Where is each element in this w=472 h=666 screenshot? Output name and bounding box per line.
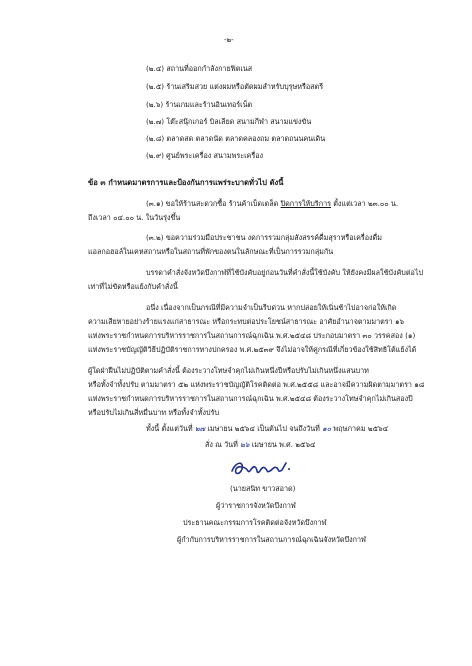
effective-text-a: ทั้งนี้ ตั้งแต่วันที่ [146,424,193,433]
urgent-line-3: แห่งพระราชกำหนดการบริหารราชการในสถานการณ์ฉุกเฉิน พ.ศ.๒๕๔๘ ประกอบมาตรา ๓๐ วรรคสอง (๑) [88,331,416,340]
clause-3-2-line-1: (๓.๒) ขอความร่วมมือประชาชน งดการรวมกลุ่มสังสรรค์ดื่มสุราหรือเครื่องดื่ม [146,233,382,242]
urgent-line-1: อนึ่ง เนื่องจากเป็นกรณีที่มีความจำเป็นรีบด่วน หากปล่อยให้เนิ่นช้าไปอาจก่อให้เกิด [146,303,397,312]
effective-day-to: ๑๐ [322,424,332,433]
page-number: -๒- [224,36,234,44]
clause-3-2-line-2: แอลกอฮอล์ในเคหสถานหรือในสถานที่พักของตนในลักษณะที่เป็นการรวมกลุ่มกัน [88,247,334,256]
signer-title-1: ผู้ว่าราชการจังหวัดบึงกาฬ [216,501,296,510]
penalty-line-1: ผู้ใดฝ่าฝืนไม่ปฏิบัติตามคำสั่งนี้ ต้องระวางโทษจำคุกไม่เกินหนึ่งปีหรือปรับไม่เกินหนึ่งแสนบาท [88,366,369,375]
ordered-date [205,440,315,449]
list-item: (๒.๖) ร้านเกมและร้านอินเทอร์เน็ต [146,100,253,109]
list-item: (๒.๙) ศูนย์พระเครื่อง สนามพระเครื่อง [146,151,264,160]
ordered-text-b: เมษายน พ.ศ. ๒๕๖๔ [251,440,316,449]
ordered-day: ๒๖ [240,440,250,449]
effective-text-c: พฤษภาคม ๒๕๖๔ [333,424,389,433]
penalty-line-4: หรือปรับไม่เกินสี่หมื่นบาท หรือทั้งจำทั้งปรับ [88,408,220,417]
clause-3-1-underlined: ปิดการให้บริการ [280,199,331,208]
list-item: (๒.๕) ร้านเสริมสวย แต่งผมหรือตัดผมสำหรับบุรุษหรือสตรี [146,82,324,91]
penalty-line-2: หรือทั้งจำทั้งปรับ ตามมาตรา ๕๒ แห่งพระราชบัญญัติโรคติดต่อ พ.ศ.๒๕๕๘ และอาจมีความผิดตามมาตรา ๑๘ [88,380,425,389]
list-item: (๒.๔) สถานที่ออกกำลังกายฟิตเนส [146,64,253,73]
ordered-text-a: สั่ง ณ วันที่ [205,440,238,449]
effective-period [146,424,388,433]
signer-title-3: ผู้กำกับการบริหารราชการในสถานการณ์ฉุกเฉินจังหวัดบึงกาฬ [177,535,366,544]
clause-3-heading: ข้อ ๓ กำหนดมาตรการและป้องกันการแพร่ระบาดทั่วไป ดังนี้ [88,178,284,187]
signer-title-2: ประธานคณะกรรมการโรคติดต่อจังหวัดบึงกาฬ [183,518,327,527]
effective-text-b: เมษายน ๒๕๖๔ เป็นต้นไป จนถึงวันที่ [207,424,320,433]
orders-line-1: บรรดาคำสั่งจังหวัดบึงกาฬที่ใช้บังคับอยู่ก่อนวันที่คำสั่งนี้ใช้บังคับ ให้ยังคงมีผลใช้บังคับต่อไป [146,268,424,277]
list-item: (๒.๗) โต๊ะสนุ๊กเกอร์ บิลเลียด สนามกีฬา สนามแข่งขัน [146,117,312,126]
clause-3-1-line-1 [146,199,398,208]
clause-3-1-line-2: ถึงเวลา ๐๔.๐๐ น. ในวันรุ่งขึ้น [88,213,181,222]
urgent-line-2: ความเสียหายอย่างร้ายแรงแก่สาธารณะ หรือกระทบต่อประโยชน์สาธารณะ อาศัยอำนาจตามมาตรา ๑๖ [88,317,405,326]
effective-day-from: ๒๗ [194,424,206,433]
clause-3-1-text-b: ตั้งแต่เวลา ๒๓.๐๐ น. [333,199,399,208]
signer-name: (นายสนิท ขาวสอาด) [230,484,296,493]
handwritten-signature [228,457,298,479]
penalty-line-3: แห่งพระราชกำหนดการบริหารราชการในสถานการณ์ฉุกเฉิน พ.ศ.๒๕๔๘ ต้องระวางโทษจำคุกไม่เกินสองปี [88,394,413,403]
list-item: (๒.๘) ตลาดสด ตลาดนัด ตลาดคลองถม ตลาดถนนคนเดิน [146,134,326,143]
urgent-line-4: แห่งพระราชบัญญัติวิธีปฏิบัติราชการทางปกครอง พ.ศ.๒๕๓๙ จึงไม่อาจให้คู่กรณีที่เกี่ยวข้องใช้สิทธิโต้แย้งได้ [88,345,417,354]
orders-line-2: เท่าที่ไม่ขัดหรือแย้งกับคำสั่งนี้ [88,282,178,291]
clause-3-1-text-a: (๓.๑) ขอให้ร้านสะดวกซื้อ ร้านค้าเบ็ดเตล็ด [146,199,279,208]
